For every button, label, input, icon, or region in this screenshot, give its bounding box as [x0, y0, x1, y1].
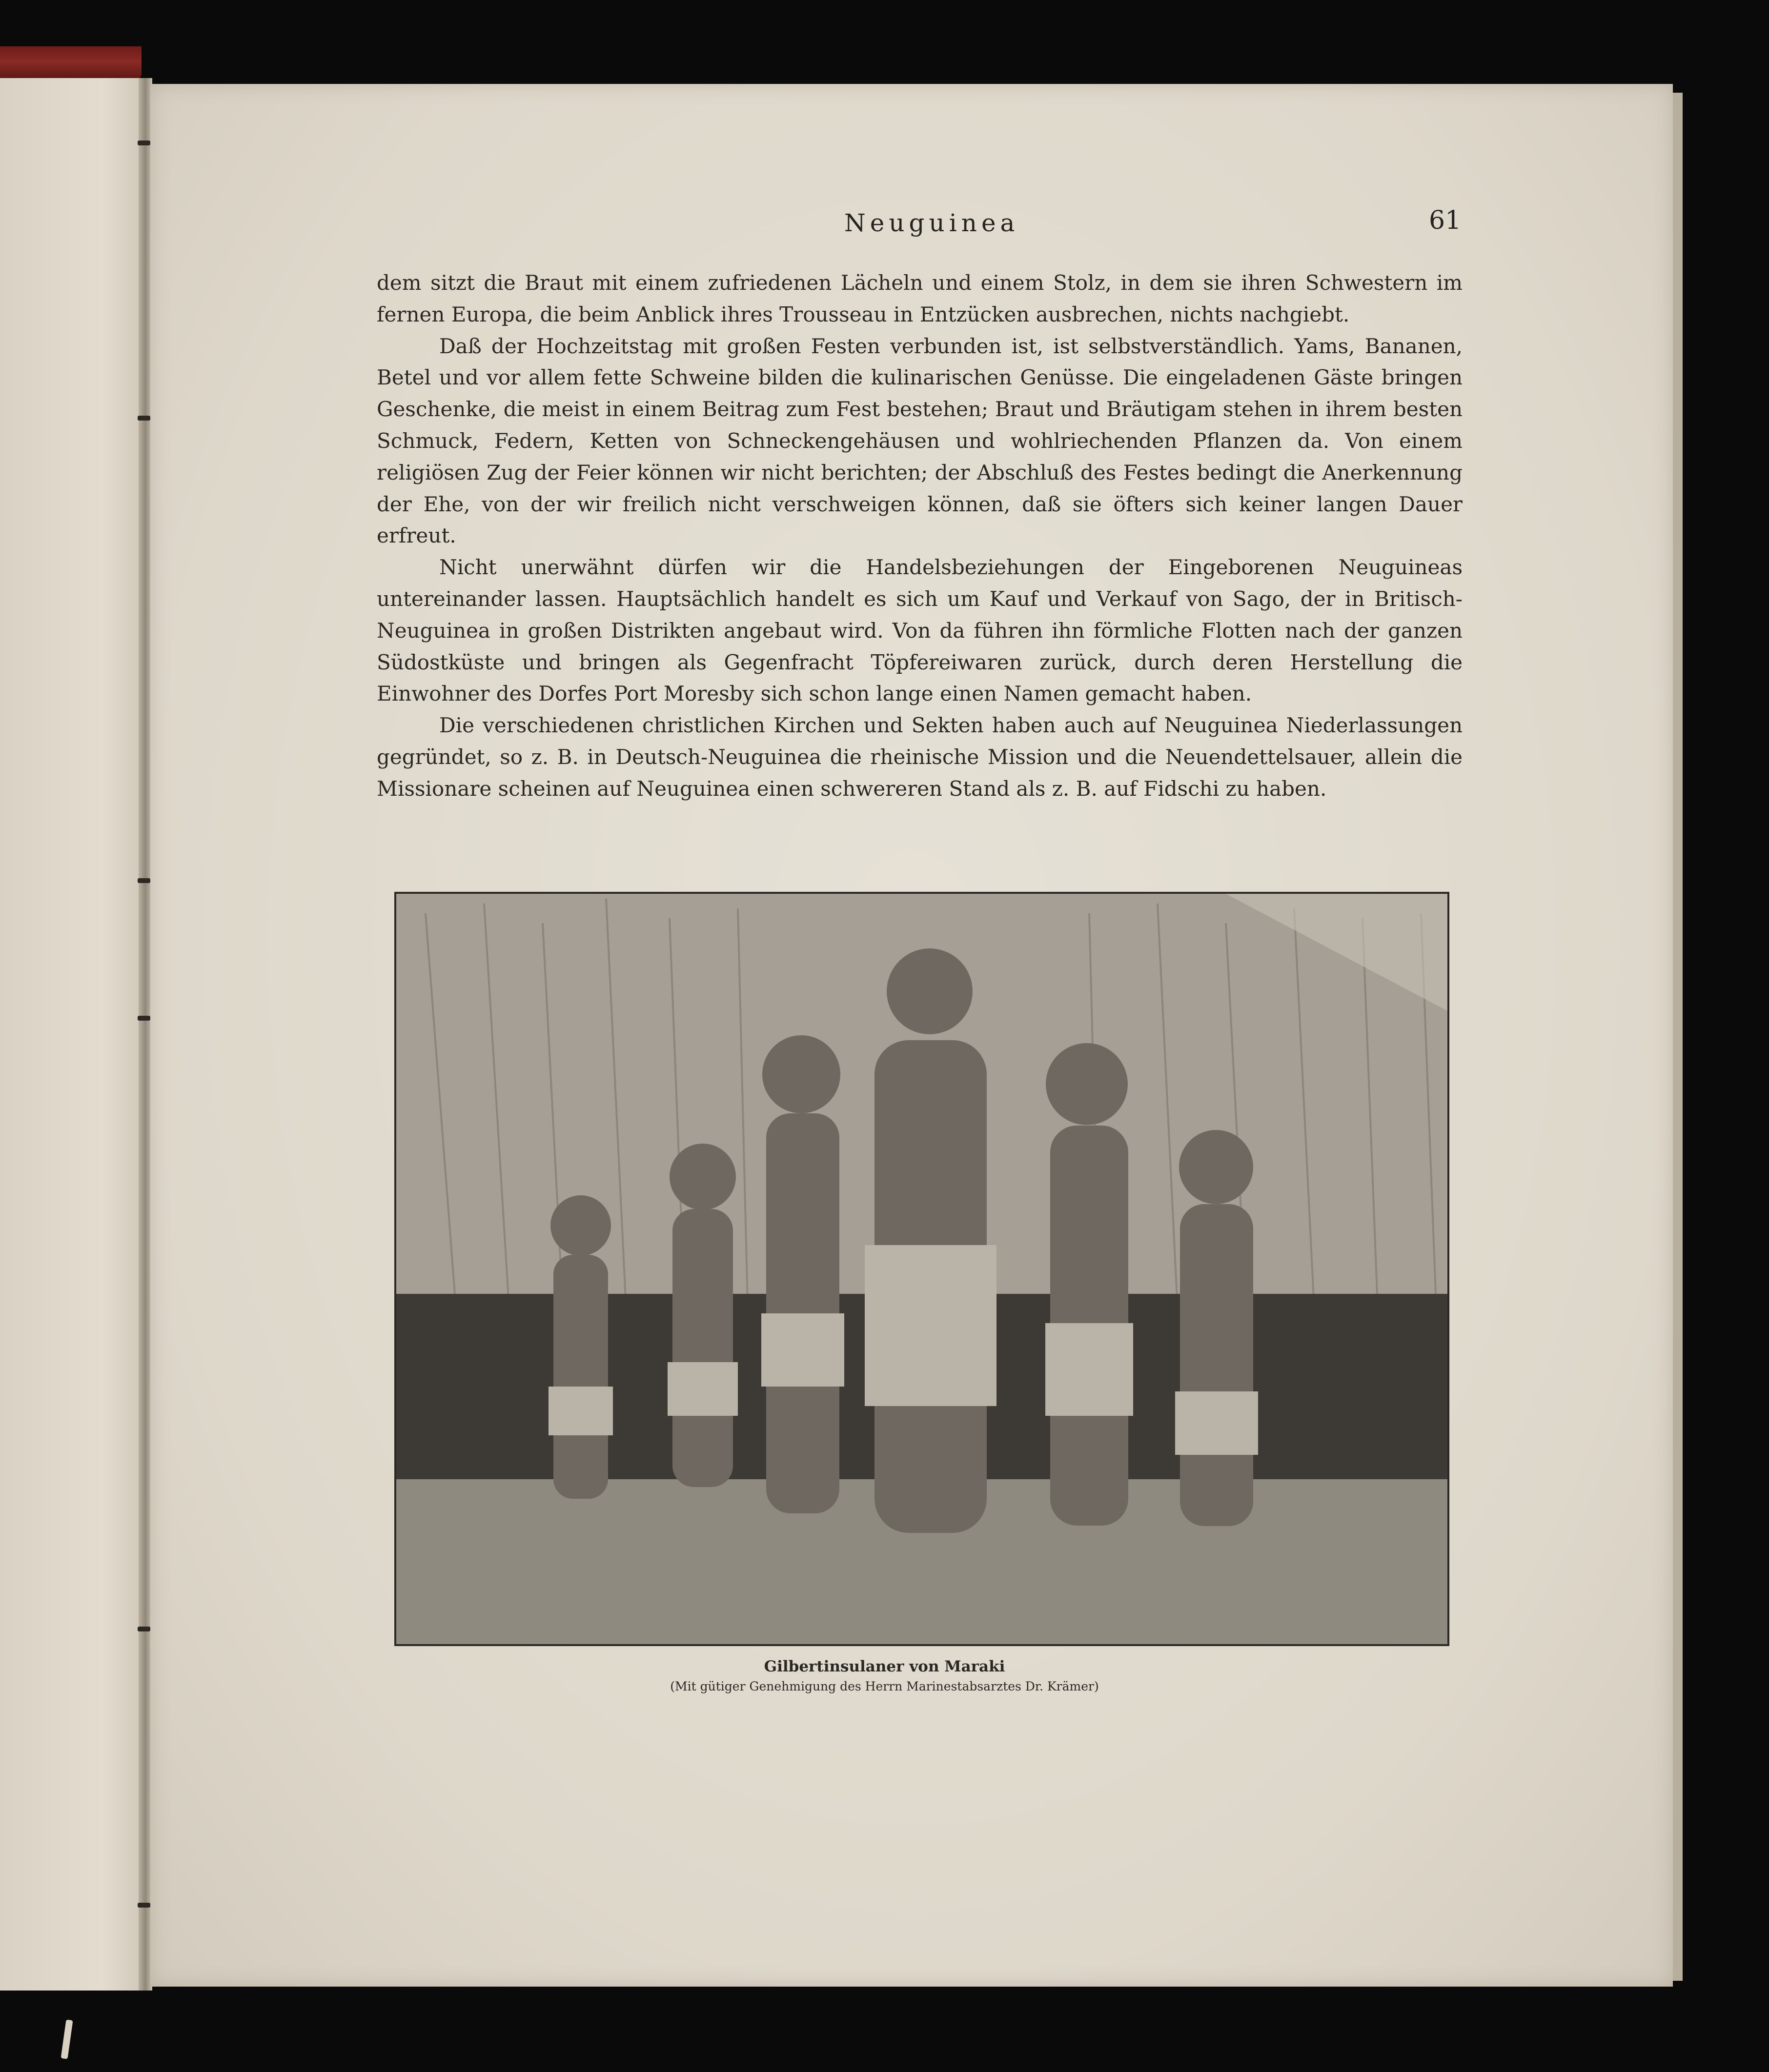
- paragraph: Die verschiedenen christlichen Kirchen und Sekten haben auch auf Neuguinea Niederlassungen gegründet, so z. B. in Deutsch-Neuguinea die rheinische Mission und die Neuendettelsauer, allein die Missionare scheinen auf Neuguinea einen schwereren Stand als z. B. auf Fidschi zu haben.: [377, 713, 1463, 801]
- book-binding: [0, 46, 142, 80]
- margin-mark: [61, 2019, 73, 2059]
- grass-skirt: [761, 1313, 844, 1387]
- left-page-edge: [0, 78, 146, 1991]
- person-head: [762, 1035, 840, 1113]
- page-edge: [1673, 93, 1683, 1981]
- body-text: [377, 267, 1463, 805]
- figure-credit: (Mit gütiger Genehmigung des Herrn Marinestabsarztes Dr. Krämer): [670, 1679, 1099, 1693]
- photograph-illustration: [396, 894, 1447, 1644]
- grass-skirt: [1175, 1391, 1258, 1455]
- figure-caption: Gilbertinsulaner von Maraki: [764, 1658, 1005, 1675]
- person-body: [1180, 1204, 1253, 1526]
- binding-stitch: [138, 416, 150, 421]
- binding-stitch: [138, 878, 150, 883]
- person-body: [553, 1255, 608, 1499]
- person-body: [672, 1209, 733, 1487]
- photograph: [394, 892, 1449, 1646]
- grass-skirt: [549, 1387, 613, 1435]
- paragraph: Nicht unerwähnt dürfen wir die Handelsbeziehungen der Eingeborenen Neuguineas untereinander lassen. Hauptsächlich handelt es sich um Kauf und Verkauf von Sago, der in Britisch-Neuguinea in großen Distrikten angebaut wird. Von da führen ihn förmliche Flotten nach der ganzen Südostküste und bringen als Gegenfracht Töpfereiwaren zurück, durch deren Herstellung die Einwohner des Dorfes Port Moresby sich schon lange einen Namen gemacht haben.: [377, 555, 1463, 706]
- grass-skirt: [668, 1362, 738, 1416]
- grass-skirt: [1045, 1323, 1133, 1416]
- binding-stitch: [138, 141, 150, 145]
- page-number: 61: [1429, 206, 1462, 235]
- person-head: [550, 1195, 611, 1256]
- person-head: [670, 1144, 736, 1210]
- binding-stitch: [138, 1627, 150, 1631]
- grass-skirt: [865, 1245, 996, 1406]
- running-header: Neuguinea: [844, 209, 1019, 237]
- paragraph: Daß der Hochzeitstag mit großen Festen verbunden ist, ist selbstverständlich. Yams, Bananen, Betel und vor allem fette Schweine bilden die kulinarischen Genüsse. Die eingeladenen Gäste bringen Geschenke, die meist in einem Beitrag zum Fest bestehen; Braut und Bräutigam stehen in ihrem besten Schmuck, Federn, Ketten von Schneckengehäusen und wohlriechenden Pflanzen da. Von einem religiösen Zug der Feier können wir nicht berichten; der Abschluß des Festes bedingt die Anerkennung der Ehe, von der wir freilich nicht verschweigen können, daß sie öfters sich keiner langen Dauer erfreut.: [377, 334, 1463, 548]
- paragraph: dem sitzt die Braut mit einem zufriedenen Lächeln und einem Stolz, in dem sie ihren Schwestern im fernen Europa, die beim Anblick ihres Trousseau in Entzücken ausbrechen, nichts nachgiebt.: [377, 271, 1463, 326]
- person-head: [1046, 1043, 1128, 1125]
- person-head: [887, 948, 973, 1034]
- binding-stitch: [138, 1903, 150, 1908]
- person-head: [1179, 1130, 1253, 1204]
- binding-stitch: [138, 1016, 150, 1021]
